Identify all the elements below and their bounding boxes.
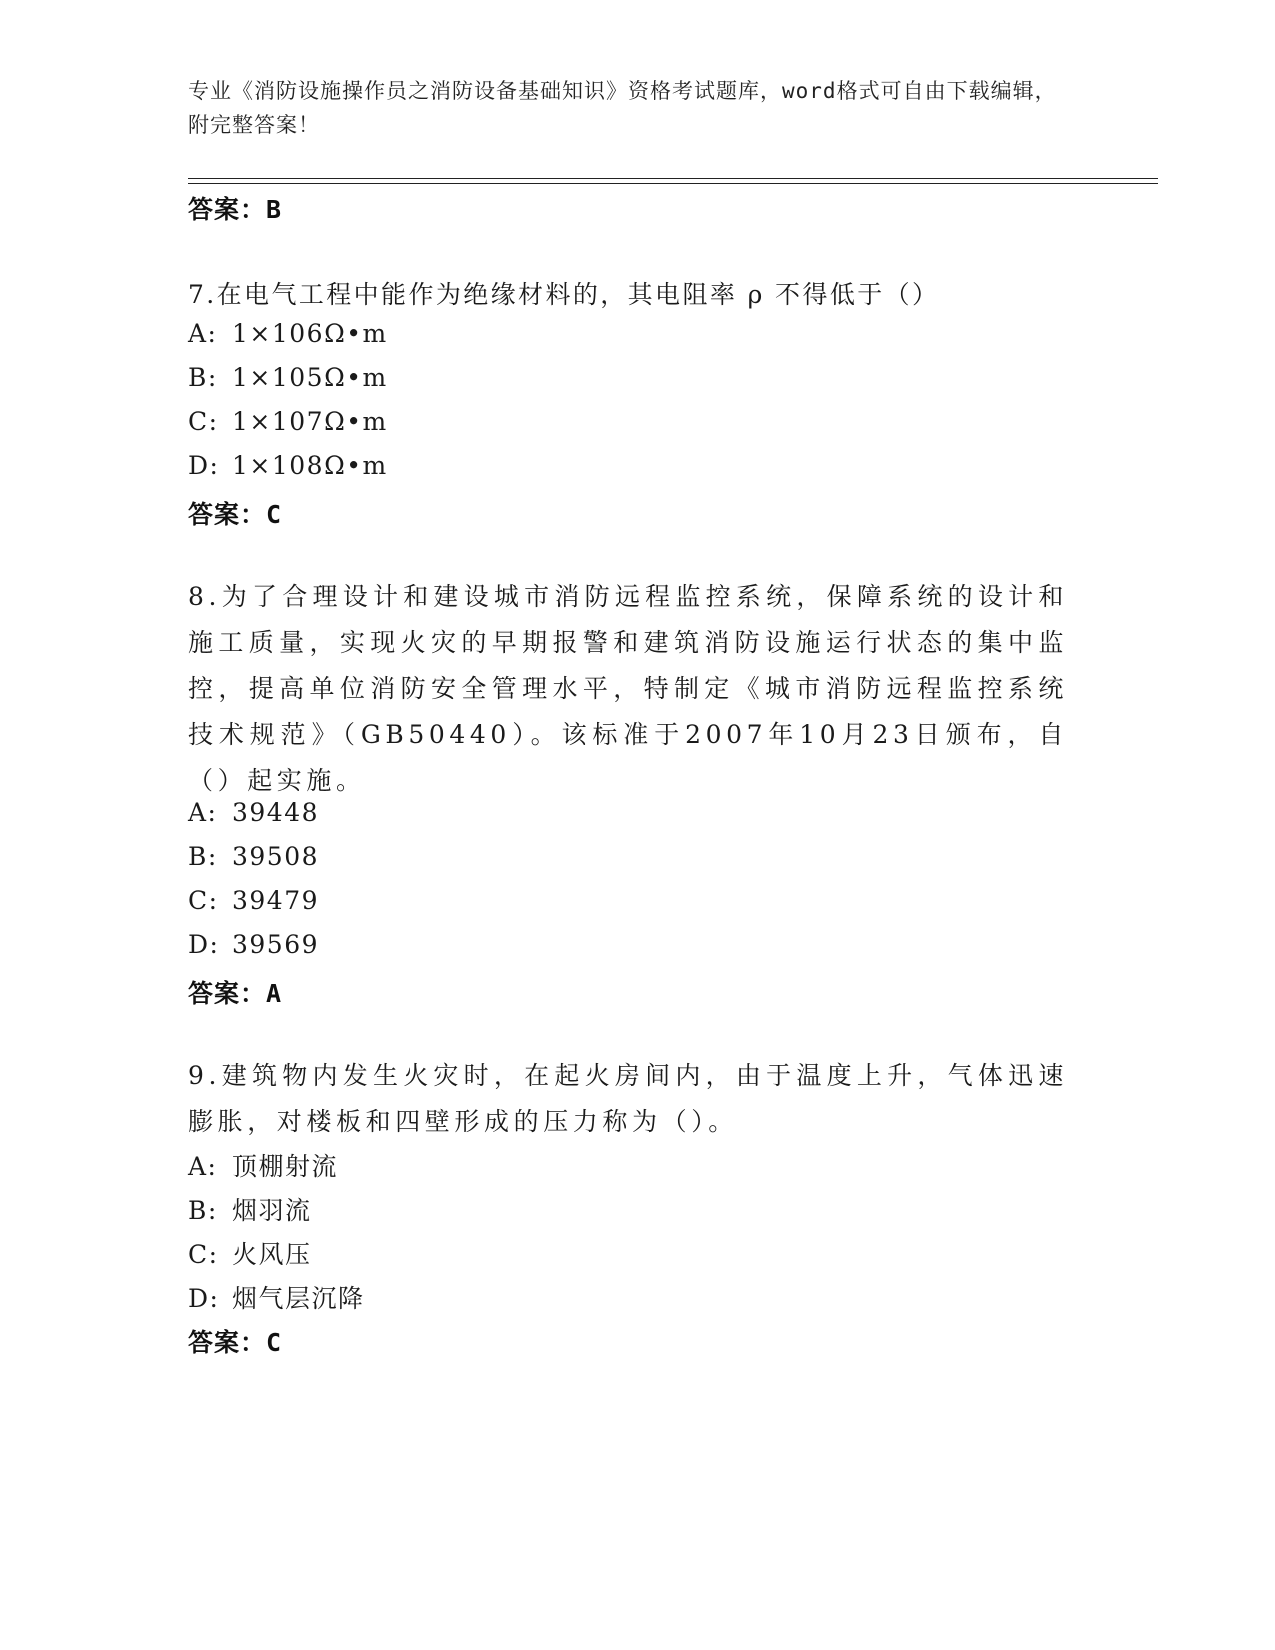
question-9-option-a xyxy=(188,1147,338,1183)
question-9-answer: 答案：C xyxy=(188,1328,283,1357)
previous-answer: 答案：B xyxy=(188,195,283,224)
option-label: B: xyxy=(188,363,218,392)
option-text: 烟气层沉降 xyxy=(232,1284,365,1313)
question-7-text: 7.在电气工程中能作为绝缘材料的，其电阻率 ρ 不得低于（） xyxy=(188,280,940,309)
option-text: 1×106Ω•m xyxy=(232,319,388,348)
option-text: 火风压 xyxy=(232,1240,312,1269)
question-7-answer: 答案：C xyxy=(188,500,283,529)
question-7-option-c xyxy=(188,407,388,436)
option-label: D: xyxy=(188,930,220,959)
option-label: C: xyxy=(188,886,219,915)
question-7-option-a xyxy=(188,319,388,348)
option-text: 39569 xyxy=(232,930,320,959)
option-text: 1×108Ω•m xyxy=(232,451,388,480)
option-label: A: xyxy=(188,1152,218,1181)
option-text: 39448 xyxy=(232,798,320,827)
option-label: A: xyxy=(188,798,218,827)
option-label: B: xyxy=(188,1196,218,1225)
question-8-option-c xyxy=(188,886,319,915)
option-label: C: xyxy=(188,407,219,436)
question-8-option-a xyxy=(188,798,319,827)
option-label: D: xyxy=(188,451,220,480)
question-9-option-c xyxy=(188,1235,312,1271)
page-header-text: 专业《消防设施操作员之消防设备基础知识》资格考试题库，word格式可自由下载编辑，附完整答案！ xyxy=(188,79,1057,137)
header-divider-thick xyxy=(188,178,1158,179)
question-9-option-d xyxy=(188,1279,365,1315)
option-label: A: xyxy=(188,319,218,348)
option-text: 烟羽流 xyxy=(232,1196,312,1225)
question-7-option-b xyxy=(188,363,388,392)
option-label: B: xyxy=(188,842,218,871)
option-text: 39508 xyxy=(232,842,320,871)
question-9-text: 9.建筑物内发生火灾时，在起火房间内，由于温度上升，气体迅速膨胀，对楼板和四壁形成的压力称为（）。 xyxy=(188,1061,1068,1136)
option-text: 1×105Ω•m xyxy=(232,363,388,392)
header-divider-thin xyxy=(188,183,1158,184)
option-text: 1×107Ω•m xyxy=(232,407,388,436)
question-7-option-d xyxy=(188,451,388,480)
question-8-option-b xyxy=(188,842,319,871)
option-label: C: xyxy=(188,1240,219,1269)
option-label: D: xyxy=(188,1284,220,1313)
option-text: 39479 xyxy=(232,886,320,915)
question-8-answer: 答案：A xyxy=(188,979,283,1008)
question-8-option-d xyxy=(188,930,319,959)
question-9-option-b xyxy=(188,1191,312,1227)
option-text: 顶棚射流 xyxy=(232,1152,339,1181)
question-8-text: 8.为了合理设计和建设城市消防远程监控系统，保障系统的设计和施工质量，实现火灾的早期报警和建筑消防设施运行状态的集中监控，提高单位消防安全管理水平，特制定《城市消防远程监控系统技术规范》（GB50440）。该标准于2007年10月23日颁布，自（）起实施。 xyxy=(188,582,1068,795)
